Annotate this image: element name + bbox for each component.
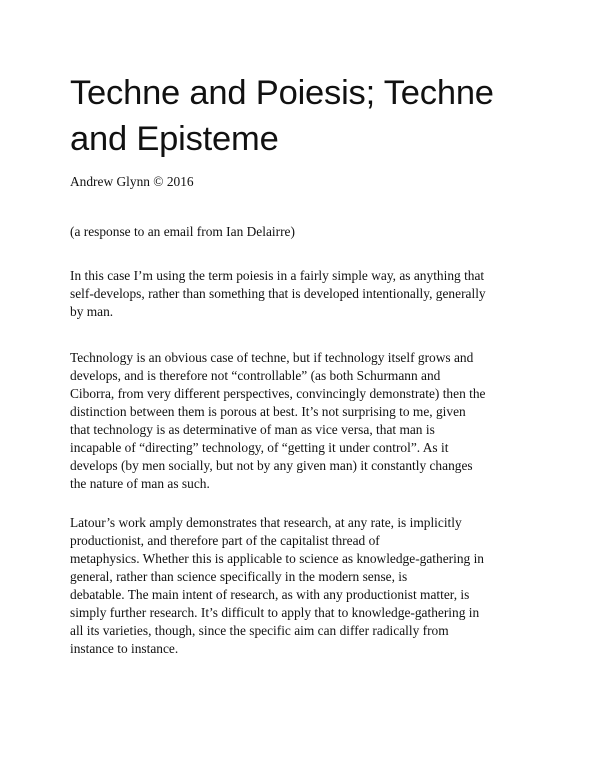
paragraph-latour bbox=[70, 514, 540, 658]
paragraph-line: instance to instance. bbox=[70, 641, 179, 656]
paragraph-line: general, rather than science specifically in the modern sense, is bbox=[70, 569, 408, 584]
paragraph-line: Latour’s work amply demonstrates that research, at any rate, is implicitly bbox=[70, 515, 462, 530]
author-line: Andrew Glynn © 2016 bbox=[70, 174, 194, 189]
paragraph-line: incapable of “directing” technology, of “getting it under control”. As it bbox=[70, 440, 449, 455]
paragraph-technology bbox=[70, 349, 540, 493]
paragraph-line: productionist, and therefore part of the capitalist thread of bbox=[70, 533, 380, 548]
paragraph-line: distinction between them is porous at best. It’s not surprising to me, given bbox=[70, 404, 466, 419]
paragraph-line: by man. bbox=[70, 304, 114, 319]
paragraph-poiesis bbox=[70, 267, 540, 321]
paragraph-line: In this case I’m using the term poiesis in a fairly simple way, as anything that bbox=[70, 268, 485, 283]
paragraph-line: self-develops, rather than something that is developed intentionally, generally bbox=[70, 286, 486, 301]
paragraph-line: the nature of man as such. bbox=[70, 476, 210, 491]
paragraph-line: Ciborra, from very different perspectives, convincingly demonstrate) then the bbox=[70, 386, 486, 401]
paragraph-line: metaphysics. Whether this is applicable to science as knowledge-gathering in bbox=[70, 551, 484, 566]
paragraph-line: simply further research. It’s difficult to apply that to knowledge-gathering in bbox=[70, 605, 480, 620]
paragraph-line: develops, and is therefore not “controllable” (as both Schurmann and bbox=[70, 368, 441, 383]
paragraph-line: debatable. The main intent of research, as with any productionist matter, is bbox=[70, 587, 470, 602]
document-title bbox=[70, 70, 550, 162]
paragraph-line: Technology is an obvious case of techne, but if technology itself grows and bbox=[70, 350, 474, 365]
response-note: (a response to an email from Ian Delairre) bbox=[70, 224, 295, 239]
title-line: and Episteme bbox=[70, 120, 279, 158]
paragraph-line: all its varieties, though, since the specific aim can differ radically from bbox=[70, 623, 449, 638]
paragraph-line: that technology is as determinative of man as vice versa, that man is bbox=[70, 422, 435, 437]
paragraph-line: develops (by men socially, but not by any given man) it constantly changes bbox=[70, 458, 473, 473]
title-line: Techne and Poiesis; Techne bbox=[70, 74, 494, 112]
